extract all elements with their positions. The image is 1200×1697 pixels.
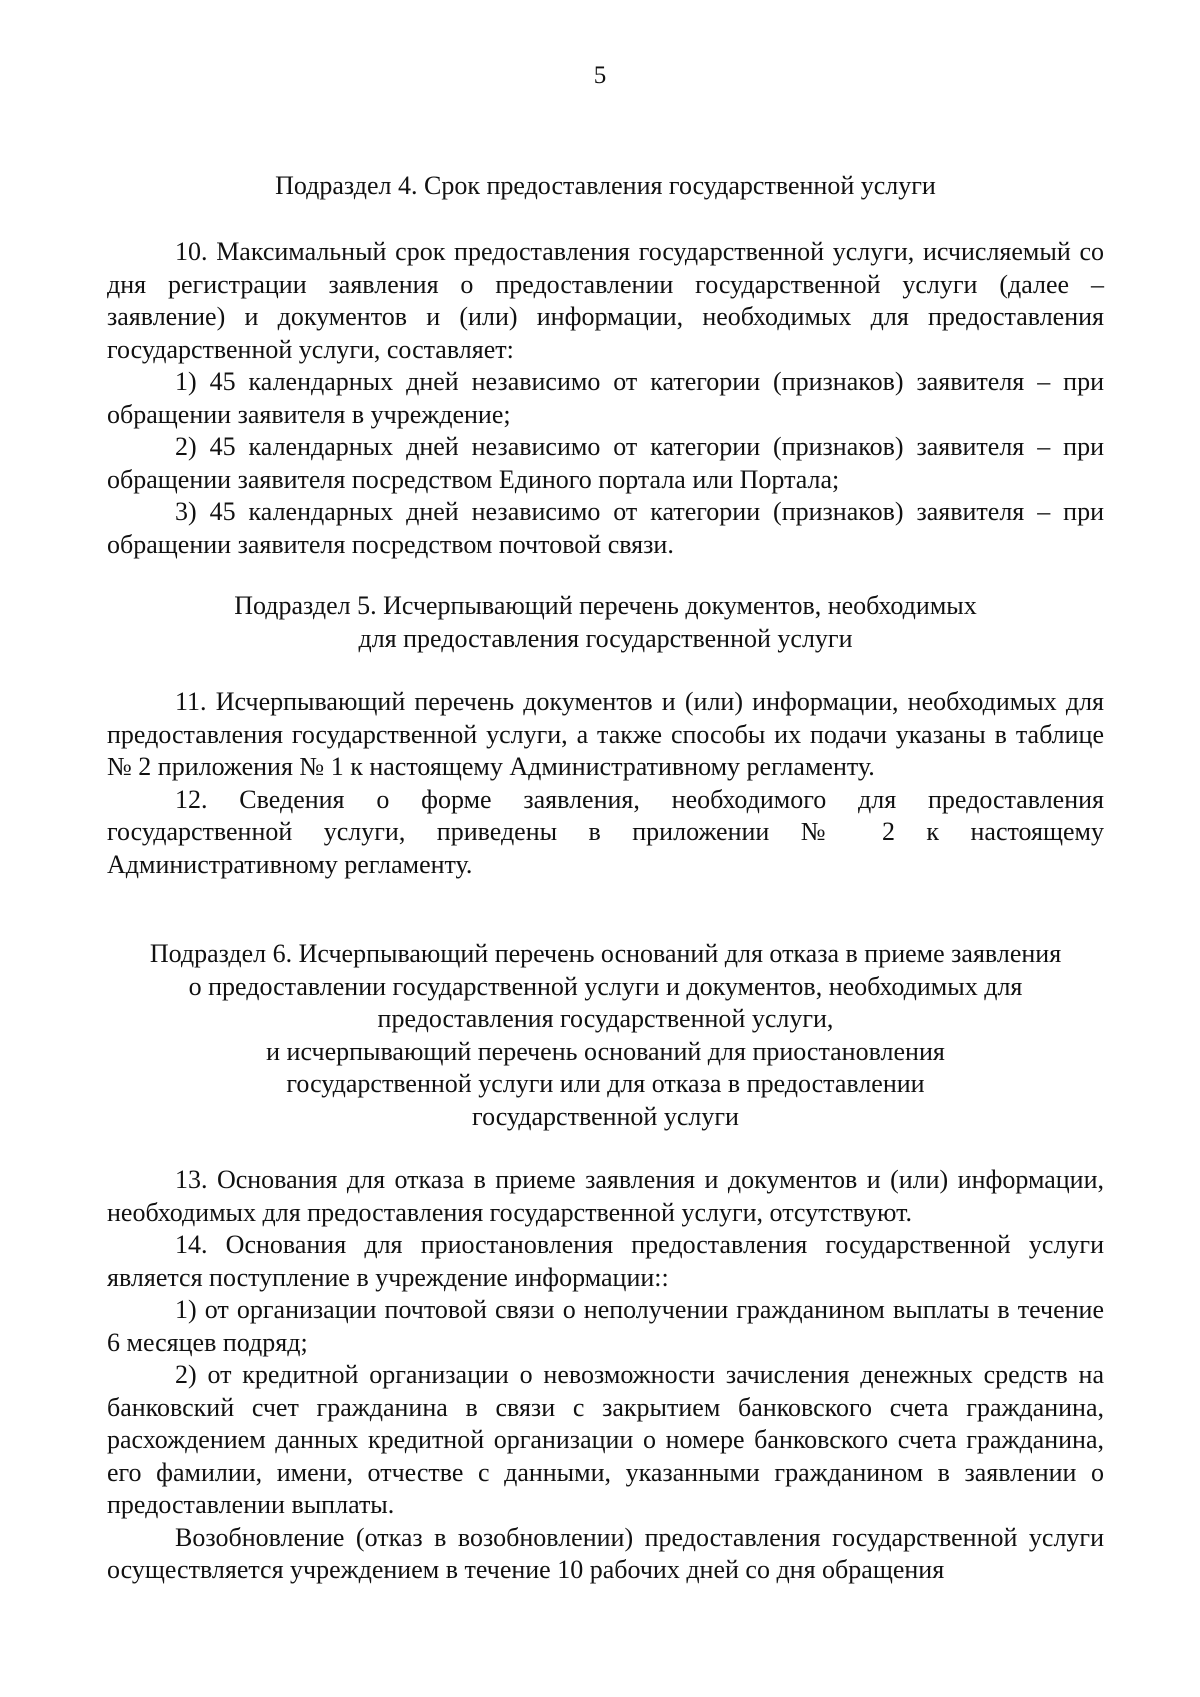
paragraph-12: 12. Сведения о форме заявления, необходимого для предоставления государственной услуги, приведены в приложении № 2 к настоящему Административному регламенту. xyxy=(107,784,1104,879)
section-6-heading-line-2: о предоставлении государственной услуги и документов, необходимых для xyxy=(188,971,1023,1001)
section-5-heading xyxy=(107,590,1104,655)
section-6-heading-line-3: предоставления государственной услуги, xyxy=(377,1004,834,1033)
paragraph-14-item-2: 2) от кредитной организации о невозможности зачисления денежных средств на банковский счет гражданина в связи с закрытием банковского счета гражданина, расхождением данных кредитной организации о номере банковского счета гражданина, его фамилии, имени, отчестве с данными, указанными гражданином в заявлении о предоставлении выплаты. xyxy=(107,1360,1104,1519)
paragraph-10: 10. Максимальный срок предоставления государственной услуги, исчисляемый со дня регистрации заявления о предоставлении государственной услуги (далее – заявление) и документов и (или) информации, необходимых для предоставления государственной услуги, составляет: xyxy=(107,237,1104,364)
section-6-heading xyxy=(107,938,1104,1133)
section-5-heading-line-2: для предоставления государственной услуги xyxy=(358,623,853,653)
section-5-heading-line-1: Подраздел 5. Исчерпывающий перечень документов, необходимых xyxy=(234,591,977,620)
section-6-heading-line-6: государственной услуги xyxy=(472,1101,739,1131)
paragraph-14-item-1: 1) от организации почтовой связи о неполучении гражданином выплаты в течение 6 месяцев подряд; xyxy=(107,1295,1104,1357)
paragraph-13: 13. Основания для отказа в приеме заявления и документов и (или) информации, необходимых для предоставления государственной услуги, отсутствуют. xyxy=(107,1165,1104,1227)
section-6-heading-line-4: и исчерпывающий перечень оснований для приостановления xyxy=(266,1036,945,1066)
section-6-heading-line-1: Подраздел 6. Исчерпывающий перечень оснований для отказа в приеме заявления xyxy=(149,939,1062,968)
section-6-body xyxy=(107,1164,1104,1587)
paragraph-11: 11. Исчерпывающий перечень документов и (или) информации, необходимых для предоставления государственной услуги, а также способы их подачи указаны в таблице № 2 приложения № 1 к настоящему Административному регламенту. xyxy=(107,687,1104,781)
section-6-heading-line-5: государственной услуги или для отказа в предоставлении xyxy=(286,1069,925,1098)
paragraph-resume: Возобновление (отказ в возобновлении) предоставления государственной услуги осуществляется учреждением в течение 10 рабочих дней со дня обращения xyxy=(107,1522,1104,1584)
section-6-heading-block xyxy=(107,938,1104,1133)
section-4-heading: Подраздел 4. Срок предоставления государственной услуги xyxy=(275,171,936,200)
paragraph-10-item-1: 1) 45 календарных дней независимо от категории (признаков) заявителя – при обращении заявителя в учреждение; xyxy=(107,367,1104,429)
paragraph-10-item-2: 2) 45 календарных дней независимо от категории (признаков) заявителя – при обращении заявителя посредством Единого портала или Портала; xyxy=(107,432,1104,494)
section-4-heading-block xyxy=(107,170,1104,203)
page-number: 5 xyxy=(593,62,607,89)
section-4-body xyxy=(107,236,1104,561)
section-5-body xyxy=(107,686,1104,881)
paragraph-10-item-3: 3) 45 календарных дней независимо от категории (признаков) заявителя – при обращении заявителя посредством почтовой связи. xyxy=(107,497,1104,559)
paragraph-14: 14. Основания для приостановления предоставления государственной услуги является поступление в учреждение информации:: xyxy=(107,1230,1104,1292)
section-5-heading-block xyxy=(107,590,1104,655)
